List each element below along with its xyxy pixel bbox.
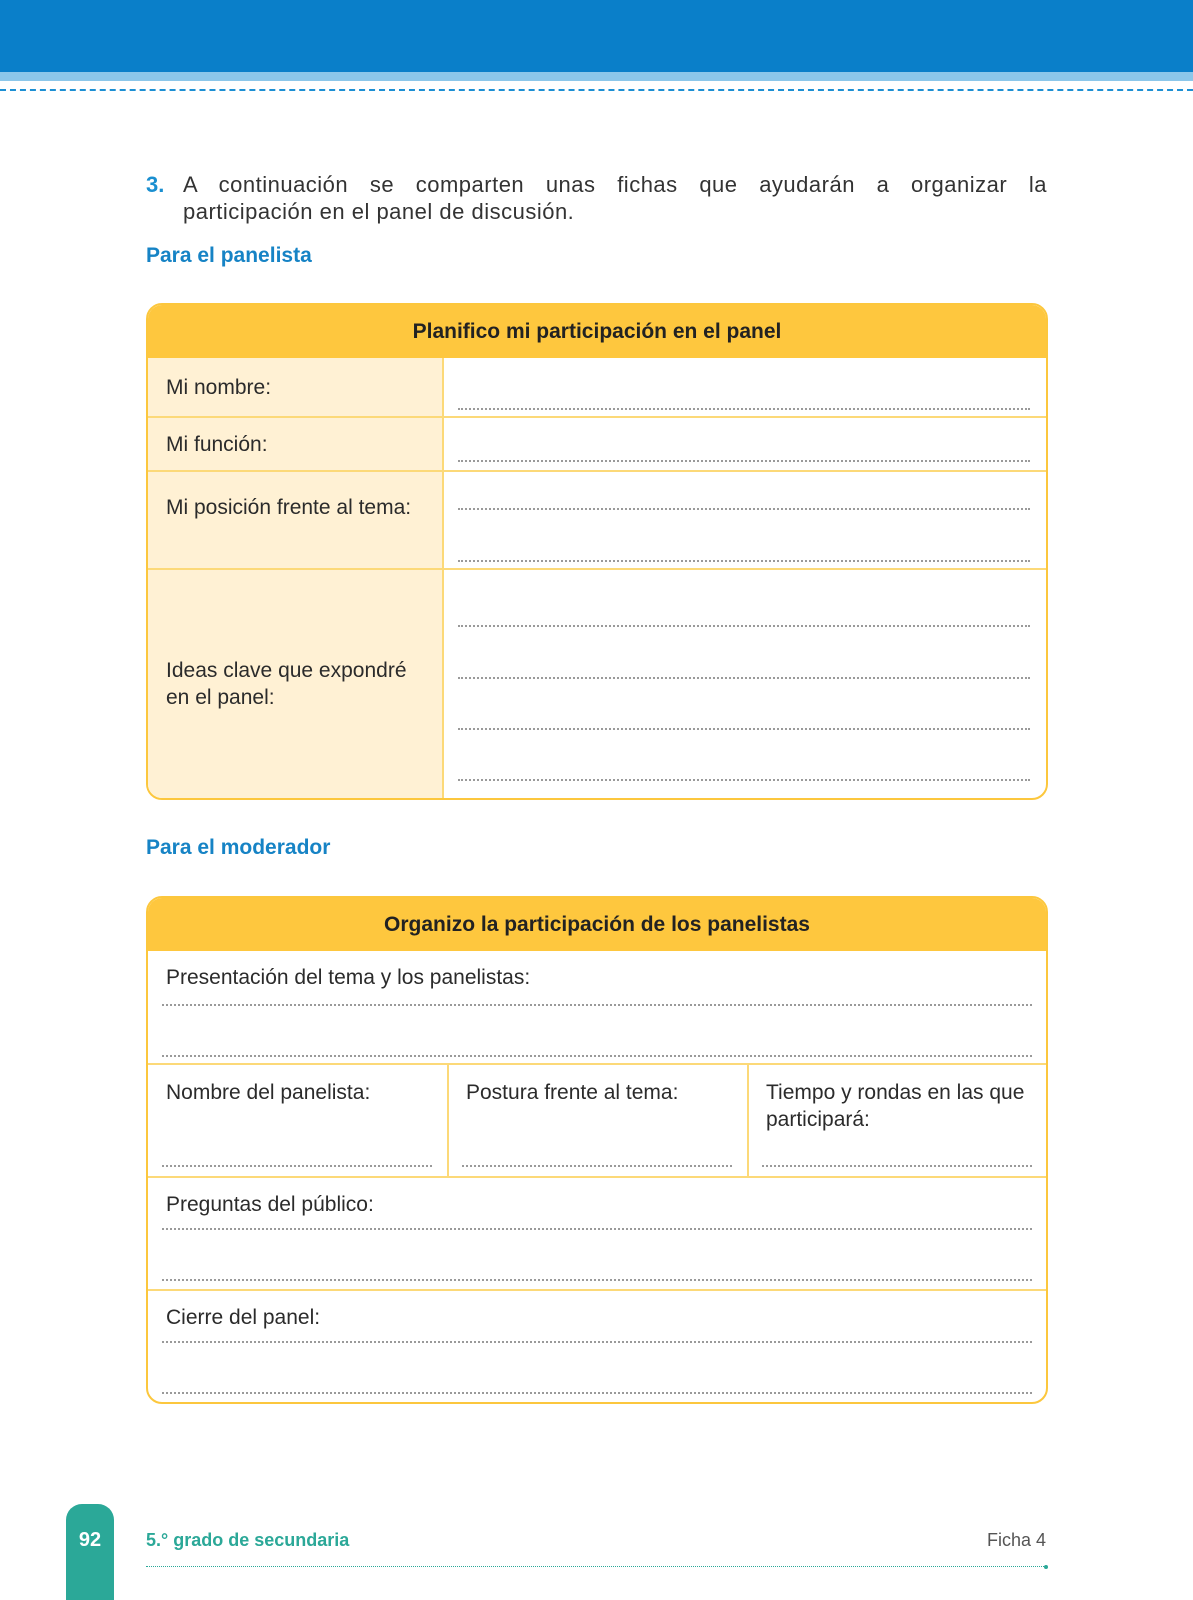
write-line[interactable] (762, 1165, 1032, 1167)
footer-divider (146, 1566, 1046, 1567)
moderador-card-title: Organizo la participación de los panelistas (148, 898, 1046, 951)
write-line[interactable] (462, 1165, 732, 1167)
column-label-tiempo: Tiempo y rondas en las que participará: (766, 1081, 1025, 1131)
write-line[interactable] (458, 779, 1030, 781)
write-line[interactable] (162, 1392, 1032, 1394)
row-ideas-clave (148, 568, 1046, 798)
question-text-line1: A continuación se comparten unas fichas que ayudarán a organizar la (183, 172, 1047, 197)
column-divider (447, 1065, 449, 1176)
footer-dot (1044, 1565, 1048, 1569)
write-line[interactable] (162, 1055, 1032, 1057)
row-preguntas (148, 1176, 1046, 1289)
write-line[interactable] (162, 1165, 432, 1167)
row-panelistas-columns (148, 1063, 1046, 1176)
moderador-card (146, 896, 1048, 1404)
panelista-card (146, 303, 1048, 800)
row-mi-funcion (148, 416, 1046, 470)
preguntas-label: Preguntas del público: (166, 1193, 374, 1216)
footer-grade: 5.° grado de secundaria (146, 1530, 350, 1550)
row-cierre (148, 1289, 1046, 1402)
column-label-nombre: Nombre del panelista: (166, 1081, 371, 1104)
write-line[interactable] (458, 460, 1030, 462)
row-label: Ideas clave que expondré en el panel: (166, 659, 407, 709)
write-line[interactable] (458, 508, 1030, 510)
column-divider (747, 1065, 749, 1176)
write-line[interactable] (162, 1004, 1032, 1006)
write-line[interactable] (162, 1228, 1032, 1230)
top-strip (0, 72, 1193, 81)
row-label: Mi función: (166, 432, 268, 456)
row-label: Mi nombre: (166, 375, 272, 399)
top-banner (0, 0, 1193, 72)
top-divider (0, 89, 1193, 91)
footer-ficha: Ficha 4 (986, 1530, 1046, 1550)
question-text-line2: participación en el panel de discusión. (183, 199, 575, 224)
label-cell (148, 472, 444, 568)
section-title-panelista: Para el panelista (146, 244, 312, 267)
section-title-moderador: Para el moderador (146, 836, 331, 859)
row-mi-posicion (148, 470, 1046, 568)
column-label-postura: Postura frente al tema: (466, 1081, 679, 1104)
page-number: 92 (78, 1529, 102, 1551)
question-number: 3. (146, 172, 165, 197)
panelista-card-title: Planifico mi participación en el panel (148, 305, 1046, 358)
write-line[interactable] (162, 1341, 1032, 1343)
label-cell (148, 570, 444, 798)
presentacion-label: Presentación del tema y los panelistas: (166, 966, 531, 989)
cierre-label: Cierre del panel: (166, 1306, 321, 1329)
row-label: Mi posición frente al tema: (166, 496, 412, 519)
label-cell (148, 358, 444, 416)
write-line[interactable] (458, 625, 1030, 627)
label-cell (148, 418, 444, 470)
write-line[interactable] (458, 408, 1030, 410)
write-line[interactable] (458, 677, 1030, 679)
write-line[interactable] (458, 560, 1030, 562)
page-number-tab (66, 1504, 114, 1600)
row-presentacion (148, 951, 1046, 1063)
row-mi-nombre (148, 358, 1046, 416)
write-line[interactable] (162, 1279, 1032, 1281)
write-line[interactable] (458, 728, 1030, 730)
